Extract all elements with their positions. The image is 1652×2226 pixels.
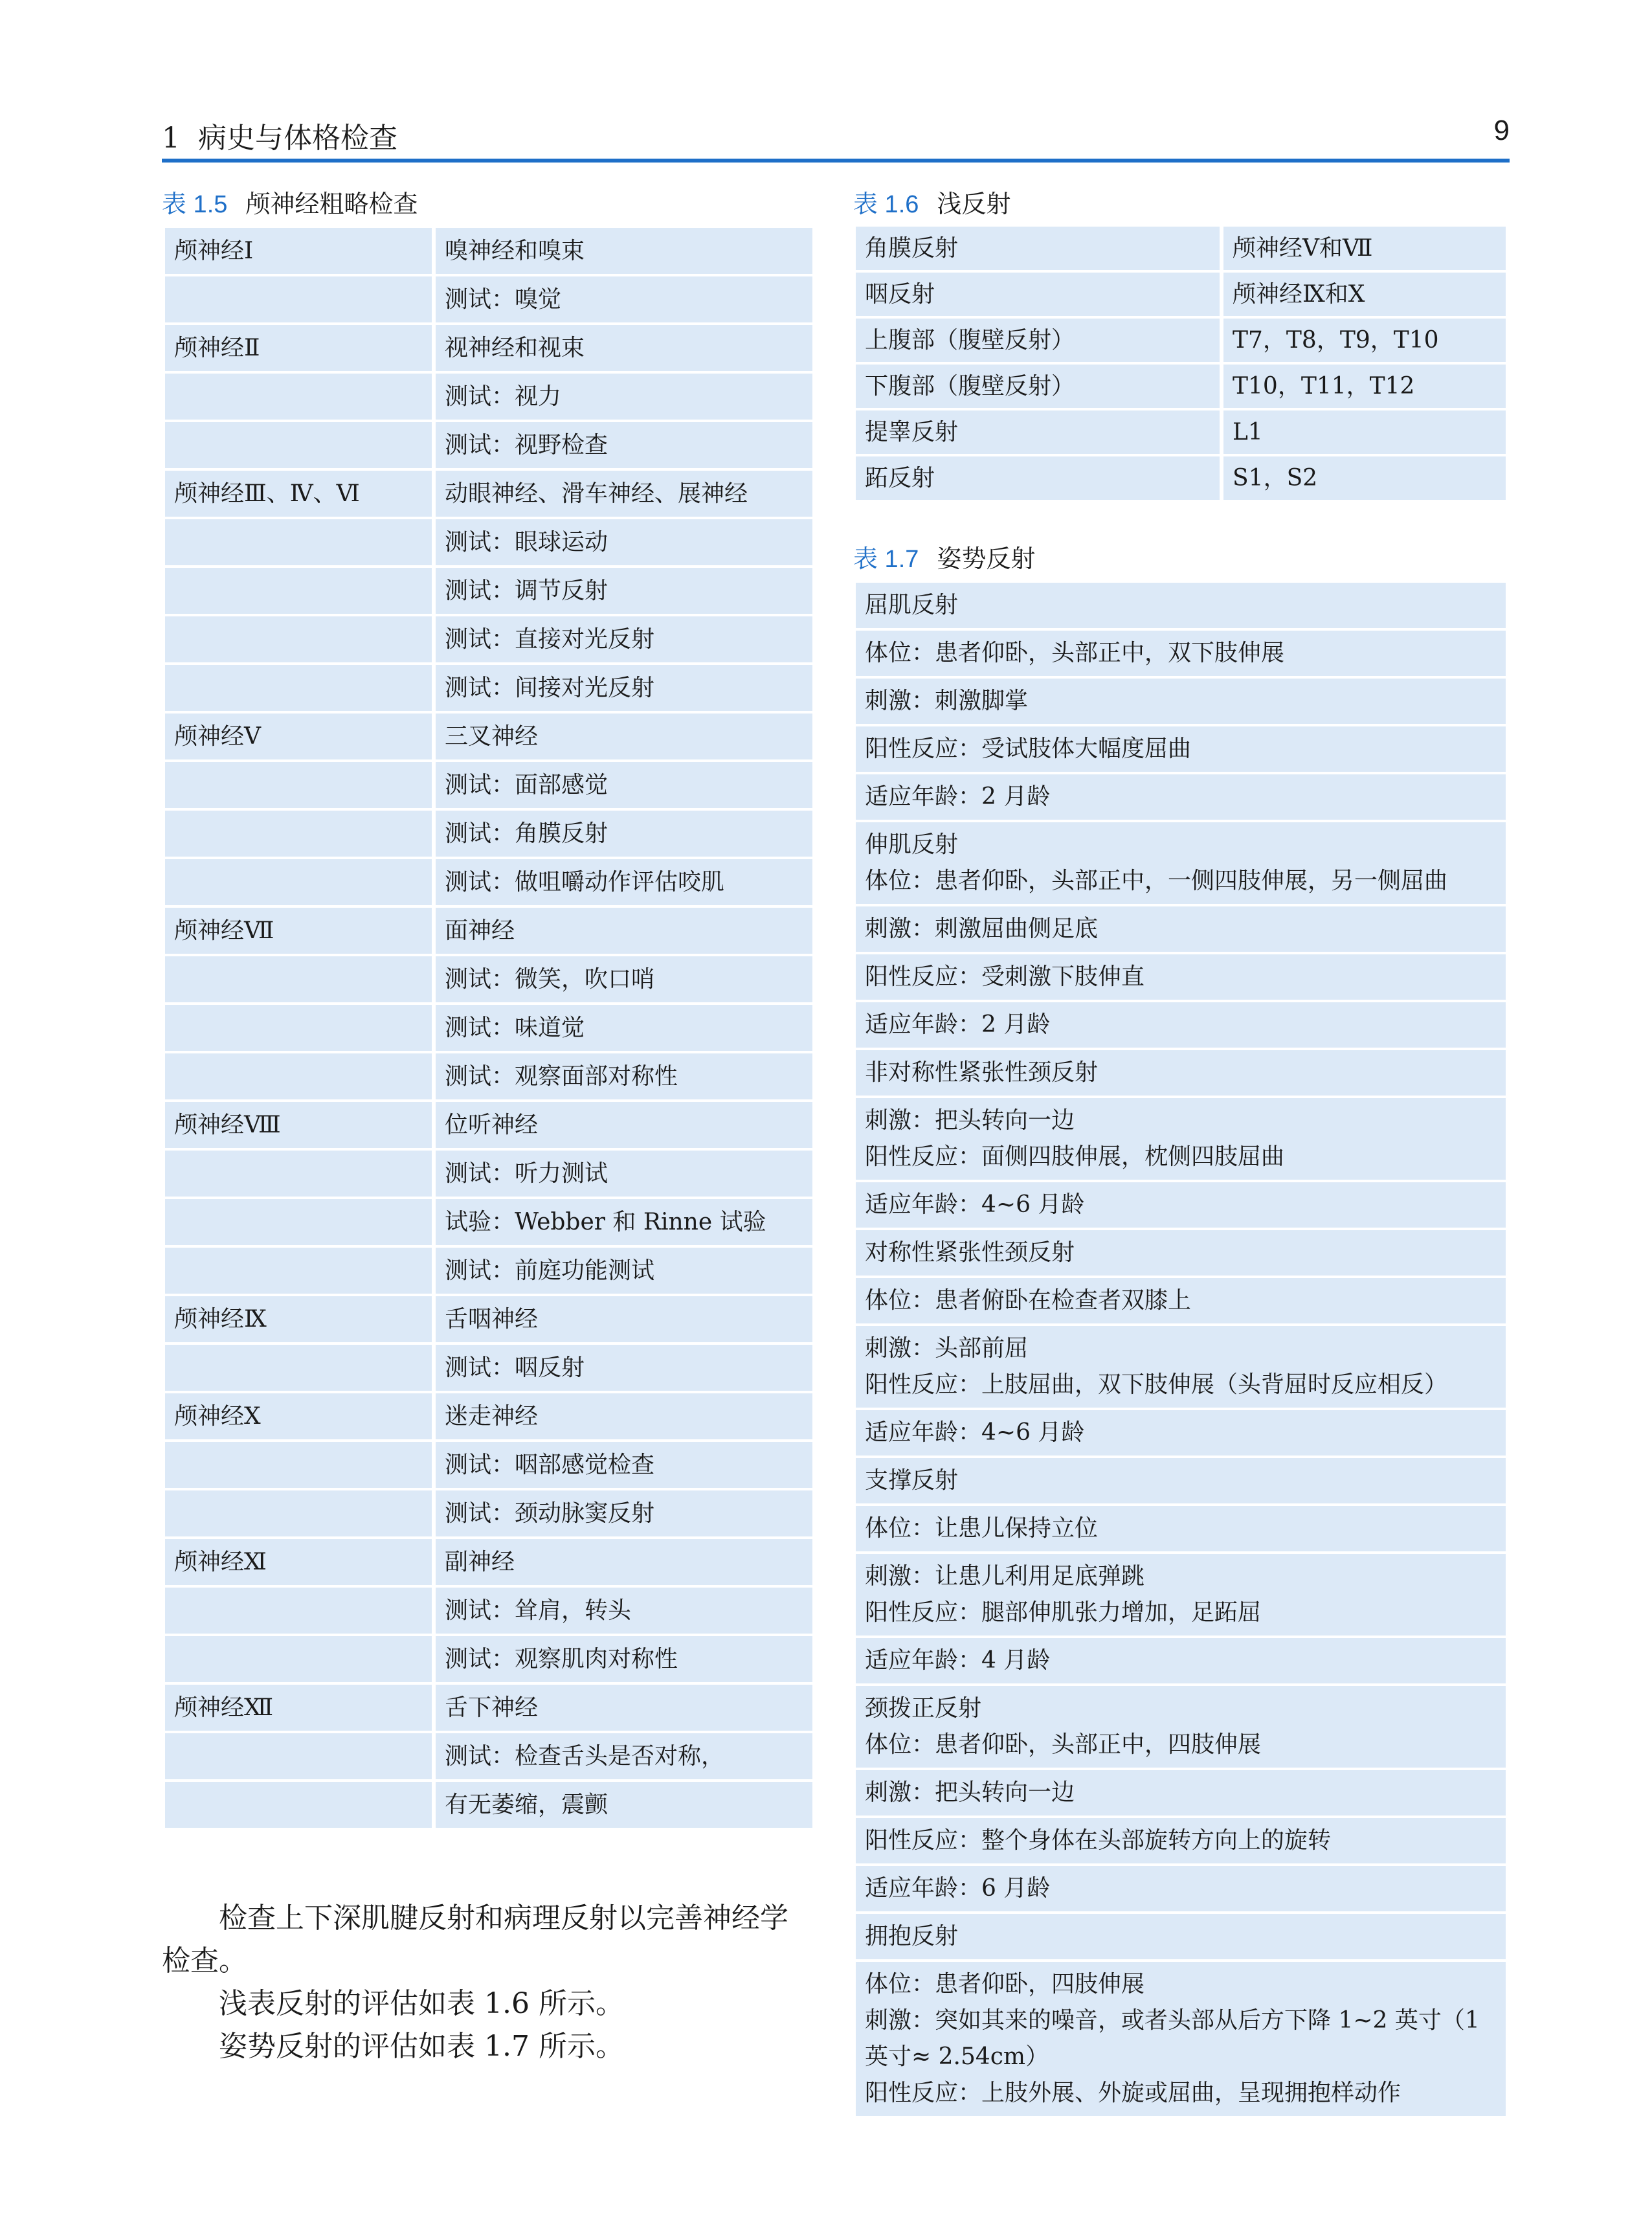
table-row [165,1588,812,1634]
cell-line: 刺激：刺激脚掌 [865,688,1029,714]
table-1-5 [165,228,812,1830]
table-cell-label [165,1199,432,1245]
cell-line: 刺激：把头转向一边 [865,1779,1075,1806]
table-cell-label [165,956,432,1002]
table-cell [856,1770,1506,1816]
table-cell-label [165,1345,432,1391]
table-cell [856,774,1506,820]
table-1-6-caption [853,188,1010,220]
table-cell-value: 颅神经Ⅸ和Ⅹ [1223,273,1506,316]
table-cell-value: 视神经和视束 [436,325,812,371]
table-cell-label: 颅神经Ⅱ [165,325,432,371]
chapter-heading [162,115,397,156]
table-row [856,1914,1506,1959]
table-row [165,1636,812,1682]
table-cell-label: 颅神经Ⅲ、Ⅳ、Ⅵ [165,471,432,517]
table-row [856,1638,1506,1683]
table-cell [856,1050,1506,1096]
table-row [856,1050,1506,1096]
table-cell [856,1962,1506,2116]
table-cell-value: 动眼神经、滑车神经、展神经 [436,471,812,517]
table-cell-label: 颅神经Ⅶ [165,908,432,954]
table-cell-value: 测试：观察肌肉对称性 [436,1636,812,1682]
cell-line: 适应年龄：4~6 月龄 [865,1419,1085,1446]
table-cell [856,1866,1506,1911]
table-cell-label [165,1636,432,1682]
table-row [856,583,1506,628]
table-row [856,1326,1506,1408]
table-row [856,410,1506,454]
table-cell-value: S1，S2 [1223,456,1506,500]
table-1-7-caption [853,543,1035,575]
table-cell-label: 角膜反射 [856,227,1220,270]
table-cell-value: 测试：面部感觉 [436,762,812,808]
table-cell [856,1554,1506,1636]
table-cell [856,1686,1506,1768]
table-row [856,365,1506,408]
table-row [165,325,812,371]
table-row [165,568,812,614]
table-cell [856,1002,1506,1048]
cell-line: 体位：患者仰卧，头部正中，双下肢伸展 [865,640,1285,666]
table-cell-value: 副神经 [436,1539,812,1585]
cell-line: 阳性反应：面侧四肢伸展，枕侧四肢屈曲 [865,1143,1285,1170]
table-row [856,273,1506,316]
page-number: 9 [1493,115,1510,146]
table-cell-label: 颅神经Ⅹ [165,1393,432,1439]
table-row [165,1151,812,1197]
table-cell-value: 测试：味道觉 [436,1005,812,1051]
table-row [856,679,1506,724]
table-cell-label [165,1588,432,1634]
table-row [165,374,812,420]
table-cell-value: 测试：视野检查 [436,422,812,468]
table-cell-value: 嗅神经和嗅束 [436,228,812,274]
table-row [165,1345,812,1391]
cell-line: 阳性反应：上肢屈曲，双下肢伸展（头背屈时反应相反） [865,1371,1448,1398]
table-row [165,1102,812,1148]
cell-line: 刺激：突如其来的噪音，或者头部从后方下降 1~2 英寸（1 [865,2007,1480,2034]
table-cell-value: 测试：眼球运动 [436,519,812,565]
cell-line: 刺激：把头转向一边 [865,1107,1075,1134]
table-row [856,1770,1506,1816]
table-cell-label: 颅神经Ⅸ [165,1296,432,1342]
table-row [165,1199,812,1245]
table-cell-value: T7，T8，T9，T10 [1223,319,1506,362]
table-cell-value: 测试：听力测试 [436,1151,812,1197]
table-cell-label: 颅神经Ⅷ [165,1102,432,1148]
table-cell-value: 测试：耸肩，转头 [436,1588,812,1634]
table-cell-label [165,859,432,905]
table-row [165,1248,812,1294]
table-row [165,1490,812,1536]
cell-line: 阳性反应：上肢外展、外旋或屈曲，呈现拥抱样动作 [865,2080,1401,2106]
table-row [856,631,1506,676]
table-cell [856,906,1506,952]
cell-line: 体位：患者仰卧，头部正中，一侧四肢伸展，另一侧屈曲 [865,868,1448,894]
table-cell [856,954,1506,1000]
table-cell-label: 提睾反射 [856,410,1220,454]
table-cell-value: 测试：间接对光反射 [436,665,812,711]
table-row [165,1442,812,1488]
table-cell [856,583,1506,628]
table-cell [856,1230,1506,1276]
cell-line: 体位：让患儿保持立位 [865,1515,1099,1542]
table-cell-label [165,616,432,662]
table-cell-label [165,1782,432,1828]
cell-line: 适应年龄：6 月龄 [865,1875,1051,1902]
paragraph: 姿势反射的评估如表 1.7 所示。 [219,2030,624,2063]
table-cell [856,679,1506,724]
table-cell-label: 上腹部（腹壁反射） [856,319,1220,362]
table-cell-value: 测试：角膜反射 [436,811,812,857]
table-row [165,956,812,1002]
cell-line: 颈拨正反射 [865,1695,982,1722]
cell-line: 适应年龄：2 月龄 [865,783,1051,810]
table-cell-value: 测试：前庭功能测试 [436,1248,812,1294]
table-cell-label [165,1733,432,1779]
table-row [165,616,812,662]
table-row [165,471,812,517]
cell-line: 非对称性紧张性颈反射 [865,1059,1099,1086]
table-cell-label [165,1005,432,1051]
table-cell-label [165,374,432,420]
table-cell-label [165,519,432,565]
cell-line: 英寸≈ 2.54cm） [865,2043,1049,2070]
table-cell-label [165,1053,432,1099]
table-1-6 [856,227,1506,502]
table-cell [856,1326,1506,1408]
paragraph-continuation: 检查。 [162,1944,247,1977]
table-cell [856,1818,1506,1863]
table-cell-label [165,276,432,322]
table-cell-value: 测试：颈动脉窦反射 [436,1490,812,1536]
table-cell [856,1098,1506,1180]
cell-line: 适应年龄：4~6 月龄 [865,1191,1085,1218]
table-row [165,762,812,808]
table-cell-value: 试验：Webber 和 Rinne 试验 [436,1199,812,1245]
table-cell [856,1410,1506,1456]
table-cell-label: 颅神经Ⅴ [165,714,432,759]
table-title: 浅反射 [937,190,1011,218]
table-row [856,1278,1506,1323]
cell-line: 体位：患者仰卧，四肢伸展 [865,1971,1145,1997]
table-row [165,276,812,322]
table-cell-value: 迷走神经 [436,1393,812,1439]
table-cell-label [165,1248,432,1294]
table-label: 表 1.5 [162,191,228,218]
paragraph: 浅表反射的评估如表 1.6 所示。 [219,1987,624,2020]
table-cell-value: 测试：直接对光反射 [436,616,812,662]
table-cell-value: 颅神经Ⅴ和Ⅶ [1223,227,1506,270]
table-cell [856,1506,1506,1551]
cell-line: 刺激：让患儿利用足底弹跳 [865,1563,1145,1590]
table-cell-label: 颅神经Ⅺ [165,1539,432,1585]
table-label: 表 1.6 [853,191,919,218]
cell-line: 适应年龄：2 月龄 [865,1011,1051,1038]
table-row [856,726,1506,772]
table-row [856,1002,1506,1048]
table-cell-value: 测试：视力 [436,374,812,420]
table-cell-value: T10，T11，T12 [1223,365,1506,408]
table-cell-label [165,1151,432,1197]
table-cell-label [165,568,432,614]
table-cell-value: 测试：微笑，吹口哨 [436,956,812,1002]
table-row [856,1818,1506,1863]
table-cell [856,822,1506,904]
table-cell-label: 颅神经Ⅻ [165,1685,432,1731]
cell-line: 体位：患者仰卧，头部正中，四肢伸展 [865,1731,1262,1758]
table-cell-label: 下腹部（腹壁反射） [856,365,1220,408]
table-row [856,822,1506,904]
table-row [856,1458,1506,1503]
table-cell-value: 测试：做咀嚼动作评估咬肌 [436,859,812,905]
table-row [856,1866,1506,1911]
cell-line: 阳性反应：整个身体在头部旋转方向上的旋转 [865,1827,1332,1854]
table-cell [856,1638,1506,1683]
table-row [856,774,1506,820]
table-cell [856,726,1506,772]
table-cell-value: 测试：检查舌头是否对称， [436,1733,812,1779]
cell-line: 伸肌反射 [865,831,959,858]
cell-line: 阳性反应：受试肢体大幅度屈曲 [865,736,1192,762]
table-cell-value: 测试：嗅觉 [436,276,812,322]
cell-line: 刺激：刺激屈曲侧足底 [865,916,1099,942]
table-cell-label [165,1442,432,1488]
table-row [856,1554,1506,1636]
table-row [165,1296,812,1342]
table-cell [856,631,1506,676]
cell-line: 对称性紧张性颈反射 [865,1239,1075,1266]
table-row [856,1962,1506,2116]
table-row [856,456,1506,500]
table-row [165,1005,812,1051]
table-1-5-caption [162,188,418,220]
running-header [162,113,1510,163]
cell-line: 拥抱反射 [865,1923,959,1950]
table-cell-label [165,762,432,808]
table-cell-label [165,422,432,468]
table-cell-label: 跖反射 [856,456,1220,500]
cell-line: 支撑反射 [865,1467,959,1494]
table-cell-value: 舌咽神经 [436,1296,812,1342]
table-cell-value: 测试：观察面部对称性 [436,1053,812,1099]
table-row [165,1782,812,1828]
table-row [856,227,1506,270]
chapter-title: 病史与体格检查 [198,122,397,155]
table-row [856,954,1506,1000]
cell-line: 适应年龄：4 月龄 [865,1647,1051,1674]
cell-line: 刺激：头部前屈 [865,1335,1029,1362]
table-cell-label: 咽反射 [856,273,1220,316]
table-row [165,228,812,274]
table-label: 表 1.7 [853,546,919,573]
cell-line: 阳性反应：受刺激下肢伸直 [865,963,1145,990]
table-cell-value: 舌下神经 [436,1685,812,1731]
table-row [165,714,812,759]
table-cell-value: 测试：咽部感觉检查 [436,1442,812,1488]
body-text [162,1897,809,2068]
table-cell-label [165,665,432,711]
table-row [165,665,812,711]
table-row [165,1393,812,1439]
table-cell-value: 测试：调节反射 [436,568,812,614]
cell-line: 屈肌反射 [865,592,959,618]
table-cell [856,1458,1506,1503]
table-row [165,1539,812,1585]
table-row [165,811,812,857]
table-row [856,906,1506,952]
table-cell-value: 三叉神经 [436,714,812,759]
table-1-7 [856,583,1506,2119]
table-row [165,1053,812,1099]
table-row [165,1685,812,1731]
paragraph: 检查上下深肌腱反射和病理反射以完善神经学 [219,1902,788,1935]
table-row [856,1182,1506,1228]
table-cell [856,1914,1506,1959]
table-row [856,1506,1506,1551]
table-cell-label: 颅神经Ⅰ [165,228,432,274]
table-row [856,319,1506,362]
chapter-number: 1 [162,122,180,155]
table-row [856,1686,1506,1768]
table-cell [856,1278,1506,1323]
cell-line: 阳性反应：腿部伸肌张力增加，足跖屈 [865,1599,1262,1626]
table-cell-value: 测试：咽反射 [436,1345,812,1391]
table-row [165,908,812,954]
table-row [165,859,812,905]
table-row [856,1410,1506,1456]
table-title: 颅神经粗略检查 [245,190,418,218]
table-row [856,1098,1506,1180]
table-cell [856,1182,1506,1228]
table-cell-value: L1 [1223,410,1506,454]
table-row [165,422,812,468]
table-cell-label [165,1490,432,1536]
cell-line: 体位：患者俯卧在检查者双膝上 [865,1287,1192,1314]
table-cell-value: 有无萎缩，震颤 [436,1782,812,1828]
table-cell-value: 面神经 [436,908,812,954]
table-title: 姿势反射 [937,545,1036,573]
table-row [165,1733,812,1779]
table-row [856,1230,1506,1276]
table-cell-value: 位听神经 [436,1102,812,1148]
table-cell-label [165,811,432,857]
table-row [165,519,812,565]
